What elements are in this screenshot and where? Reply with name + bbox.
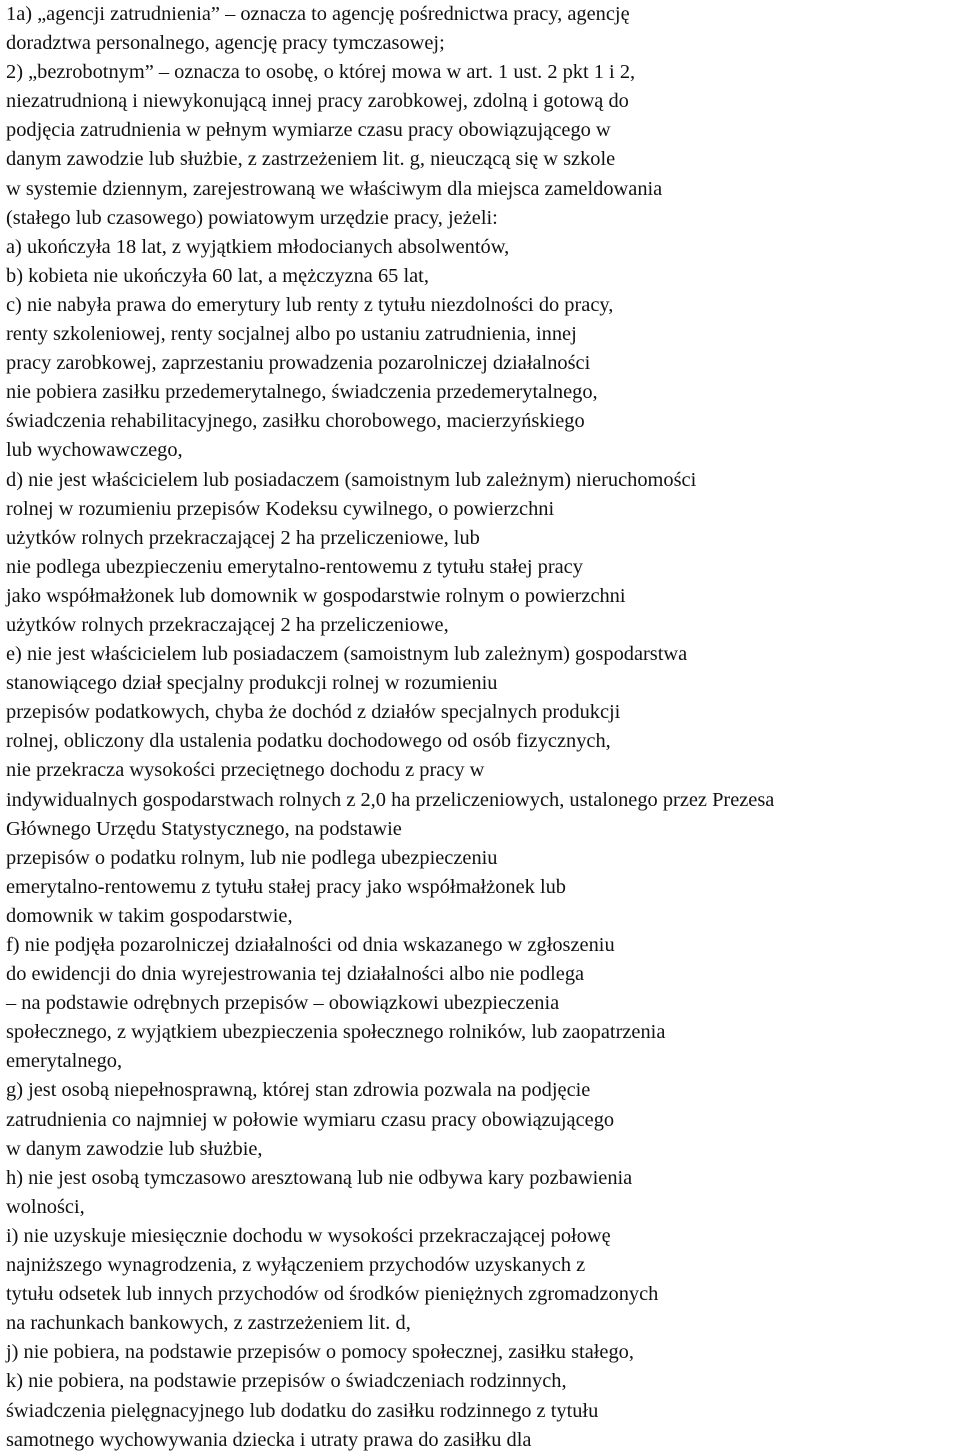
text-line: przepisów podatkowych, chyba że dochód z działów specjalnych produkcji xyxy=(6,701,621,724)
text-line: b) kobieta nie ukończyła 60 lat, a mężczyzna 65 lat, xyxy=(6,264,429,287)
text-line: do ewidencji do dnia wyrejestrowania tej działalności albo nie podlega xyxy=(6,963,585,986)
text-line: jako współmałżonek lub domownik w gospodarstwie rolnym o powierzchni xyxy=(6,584,626,607)
text-line: zatrudnienia co najmniej w połowie wymiaru czasu pracy obowiązującego xyxy=(6,1108,615,1131)
text-line: wolności, xyxy=(6,1195,85,1218)
text-line: tytułu odsetek lub innych przychodów od środków pieniężnych zgromadzonych xyxy=(6,1283,659,1306)
text-line: domownik w takim gospodarstwie, xyxy=(6,904,293,927)
text-line: renty szkoleniowej, renty socjalnej albo po ustaniu zatrudnienia, innej xyxy=(6,323,577,346)
text-line: na rachunkach bankowych, z zastrzeżeniem lit. d, xyxy=(6,1312,411,1335)
text-line: 1a) „agencji zatrudnienia” – oznacza to agencję pośrednictwa pracy, agencję xyxy=(6,3,630,25)
text-line: – na podstawie odrębnych przepisów – obowiązkowi ubezpieczenia xyxy=(6,992,560,1015)
text-line: świadczenia rehabilitacyjnego, zasiłku chorobowego, macierzyńskiego xyxy=(6,410,585,433)
text-line: pracy zarobkowej, zaprzestaniu prowadzenia pozarolniczej działalności xyxy=(6,352,591,375)
text-line: nie podlega ubezpieczeniu emerytalno-rentowemu z tytułu stałej pracy xyxy=(6,555,583,578)
text-line: emerytalno-rentowemu z tytułu stałej pracy jako współmałżonek lub xyxy=(6,875,567,898)
text-line: h) nie jest osobą tymczasowo aresztowaną lub nie odbywa kary pozbawienia xyxy=(6,1166,633,1189)
text-line: indywidualnych gospodarstwach rolnych z 2,0 ha przeliczeniowych, ustalonego przez Prezesa xyxy=(6,788,775,811)
text-line: świadczenia pielęgnacyjnego lub dodatku do zasiłku rodzinnego z tytułu xyxy=(6,1399,599,1422)
text-line: k) nie pobiera, na podstawie przepisów o świadczeniach rodzinnych, xyxy=(6,1370,567,1393)
text-line: a) ukończyła 18 lat, z wyjątkiem młodocianych absolwentów, xyxy=(6,235,510,258)
text-line: przepisów o podatku rolnym, lub nie podlega ubezpieczeniu xyxy=(6,846,498,869)
text-line: lub wychowawczego, xyxy=(6,439,183,462)
text-line: Głównego Urzędu Statystycznego, na podstawie xyxy=(6,817,402,840)
text-line: użytków rolnych przekraczającej 2 ha przeliczeniowe, lub xyxy=(6,526,480,549)
text-line: nie przekracza wysokości przeciętnego dochodu z pracy w xyxy=(6,759,485,782)
text-line: rolnej w rozumieniu przepisów Kodeksu cywilnego, o powierzchni xyxy=(6,497,555,520)
document-page xyxy=(6,0,960,1455)
text-line: d) nie jest właścicielem lub posiadaczem (samoistnym lub zależnym) nieruchomości xyxy=(6,468,697,491)
text-line: samotnego wychowywania dziecka i utraty prawa do zasiłku dla xyxy=(6,1428,532,1451)
text-line: 2) „bezrobotnym” – oznacza to osobę, o której mowa w art. 1 ust. 2 pkt 1 i 2, xyxy=(6,61,636,84)
text-line: doradztwa personalnego, agencję pracy tymczasowej; xyxy=(6,32,445,55)
text-line: stanowiącego dział specjalny produkcji rolnej w rozumieniu xyxy=(6,672,498,695)
text-line: w systemie dziennym, zarejestrowaną we właściwym dla miejsca zameldowania xyxy=(6,177,663,200)
text-line: społecznego, z wyjątkiem ubezpieczenia społecznego rolników, lub zaopatrzenia xyxy=(6,1021,666,1044)
text-line: j) nie pobiera, na podstawie przepisów o pomocy społecznej, zasiłku stałego, xyxy=(6,1341,634,1364)
text-line: g) jest osobą niepełnosprawną, której stan zdrowia pozwala na podjęcie xyxy=(6,1079,591,1102)
text-line: rolnej, obliczony dla ustalenia podatku dochodowego od osób fizycznych, xyxy=(6,730,611,753)
text-line: i) nie uzyskuje miesięcznie dochodu w wysokości przekraczającej połowę xyxy=(6,1224,611,1247)
text-line: (stałego lub czasowego) powiatowym urzędzie pracy, jeżeli: xyxy=(6,206,498,229)
text-line: nie pobiera zasiłku przedemerytalnego, świadczenia przedemerytalnego, xyxy=(6,381,598,404)
text-line: najniższego wynagrodzenia, z wyłączeniem przychodów uzyskanych z xyxy=(6,1254,586,1277)
text-line: niezatrudnioną i niewykonującą innej pracy zarobkowej, zdolną i gotową do xyxy=(6,90,629,113)
text-line: użytków rolnych przekraczającej 2 ha przeliczeniowe, xyxy=(6,613,449,636)
text-line: c) nie nabyła prawa do emerytury lub renty z tytułu niezdolności do pracy, xyxy=(6,293,614,316)
text-line: e) nie jest właścicielem lub posiadaczem (samoistnym lub zależnym) gospodarstwa xyxy=(6,643,688,666)
text-line: danym zawodzie lub służbie, z zastrzeżeniem lit. g, nieuczącą się w szkole xyxy=(6,148,616,171)
text-line: emerytalnego, xyxy=(6,1050,123,1073)
text-line: w danym zawodzie lub służbie, xyxy=(6,1137,263,1160)
text-line: f) nie podjęła pozarolniczej działalności od dnia wskazanego w zgłoszeniu xyxy=(6,934,615,956)
text-line: podjęcia zatrudnienia w pełnym wymiarze czasu pracy obowiązującego w xyxy=(6,119,611,142)
